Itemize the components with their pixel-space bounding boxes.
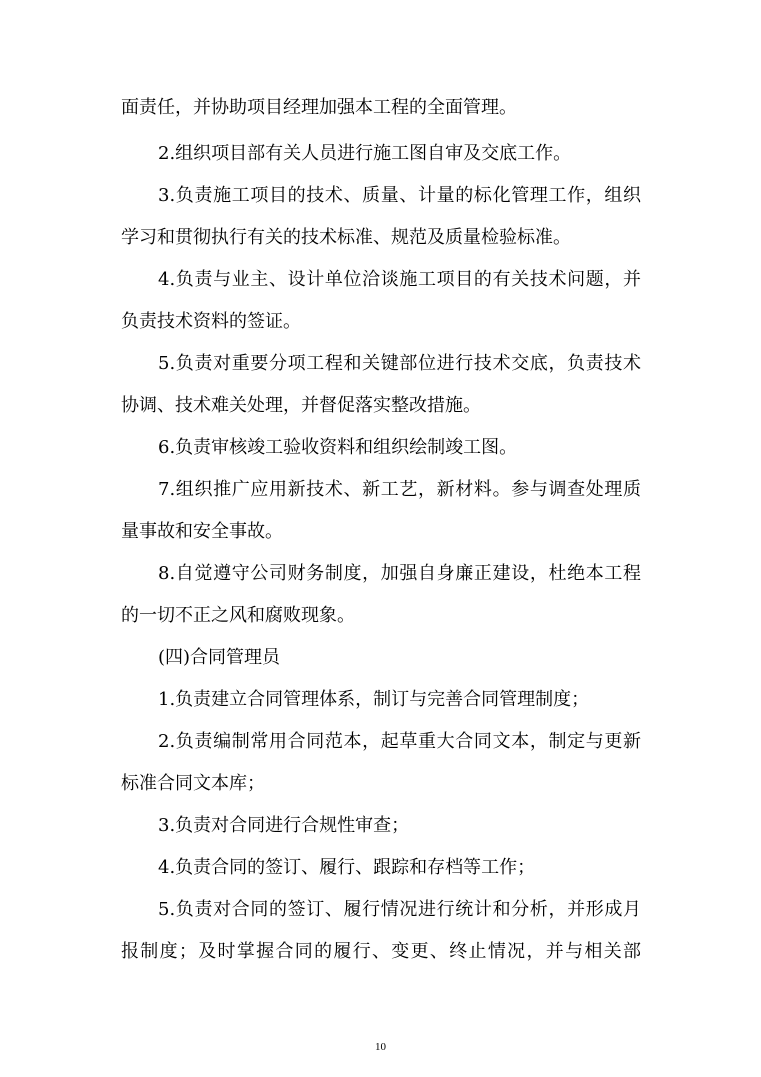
text-line: 标准合同文本库； bbox=[121, 773, 265, 794]
text-line: 的一切不正之风和腐败现象。 bbox=[121, 605, 355, 626]
text-line: 协调、技术难关处理，并督促落实整改措施。 bbox=[121, 395, 481, 416]
text-line: 3.负责对合同进行合规性审查； bbox=[158, 815, 410, 836]
text-line: 量事故和安全事故。 bbox=[121, 521, 283, 542]
text-line: 7.组织推广应用新技术、新工艺，新材料。参与调查处理质 bbox=[158, 479, 641, 500]
text-line: 6.负责审核竣工验收资料和组织绘制竣工图。 bbox=[158, 437, 518, 458]
text-line: 5.负责对合同的签订、履行情况进行统计和分析，并形成月 bbox=[158, 899, 641, 920]
text-line: 4.负责合同的签订、履行、跟踪和存档等工作； bbox=[158, 857, 536, 878]
text-line: 2.组织项目部有关人员进行施工图自审及交底工作。 bbox=[158, 143, 572, 164]
text-line: 5.负责对重要分项工程和关键部位进行技术交底，负责技术 bbox=[158, 353, 641, 374]
page-number: 10 bbox=[375, 1041, 386, 1053]
text-line: 3.负责施工项目的技术、质量、计量的标化管理工作，组织 bbox=[158, 185, 641, 206]
text-line: 1.负责建立合同管理体系，制订与完善合同管理制度； bbox=[158, 689, 590, 710]
text-line: 2.负责编制常用合同范本，起草重大合同文本，制定与更新 bbox=[158, 731, 641, 752]
text-line: 4.负责与业主、设计单位洽谈施工项目的有关技术问题，并 bbox=[158, 269, 641, 290]
section-heading: (四)合同管理员 bbox=[158, 647, 281, 668]
text-line: 负责技术资料的签证。 bbox=[121, 311, 301, 332]
text-line: 报制度；及时掌握合同的履行、变更、终止情况，并与相关部 bbox=[121, 941, 641, 962]
text-line: 面责任，并协助项目经理加强本工程的全面管理。 bbox=[121, 97, 517, 118]
text-line: 学习和贯彻执行有关的技术标准、规范及质量检验标准。 bbox=[121, 227, 571, 248]
text-line: 8.自觉遵守公司财务制度，加强自身廉正建设，杜绝本工程 bbox=[158, 563, 641, 584]
